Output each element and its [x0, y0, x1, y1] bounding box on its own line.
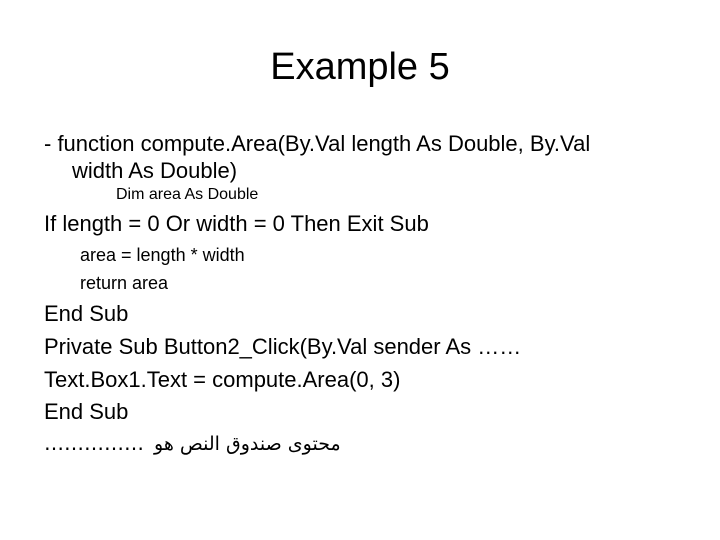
code-line-function-signature: - function compute.Area(By.Val length As Double, By.Val — [44, 131, 591, 156]
arabic-caption: محتوى صندوق النص هو — [154, 433, 341, 455]
code-line-area-assignment: area = length * width — [80, 245, 245, 265]
code-line-function-signature-continued: width As Double) — [72, 158, 238, 183]
slide-title: Example 5 — [270, 46, 450, 88]
code-line-textbox-assignment: Text.Box1.Text = compute.Area(0, 3) — [44, 367, 401, 392]
code-line-end-sub: End Sub — [44, 301, 129, 326]
code-line-end-sub-2: End Sub — [44, 399, 129, 424]
code-line-textbox-content — [44, 429, 341, 458]
dots-placeholder: …………… — [44, 431, 144, 455]
code-line-button-click-sub: Private Sub Button2_Click(By.Val sender As …… — [44, 334, 522, 359]
code-line-if-exit-sub: If length = 0 Or width = 0 Then Exit Sub — [44, 211, 429, 236]
code-line-return-area: return area — [80, 273, 169, 293]
code-line-dim-area: Dim area As Double — [116, 186, 259, 203]
